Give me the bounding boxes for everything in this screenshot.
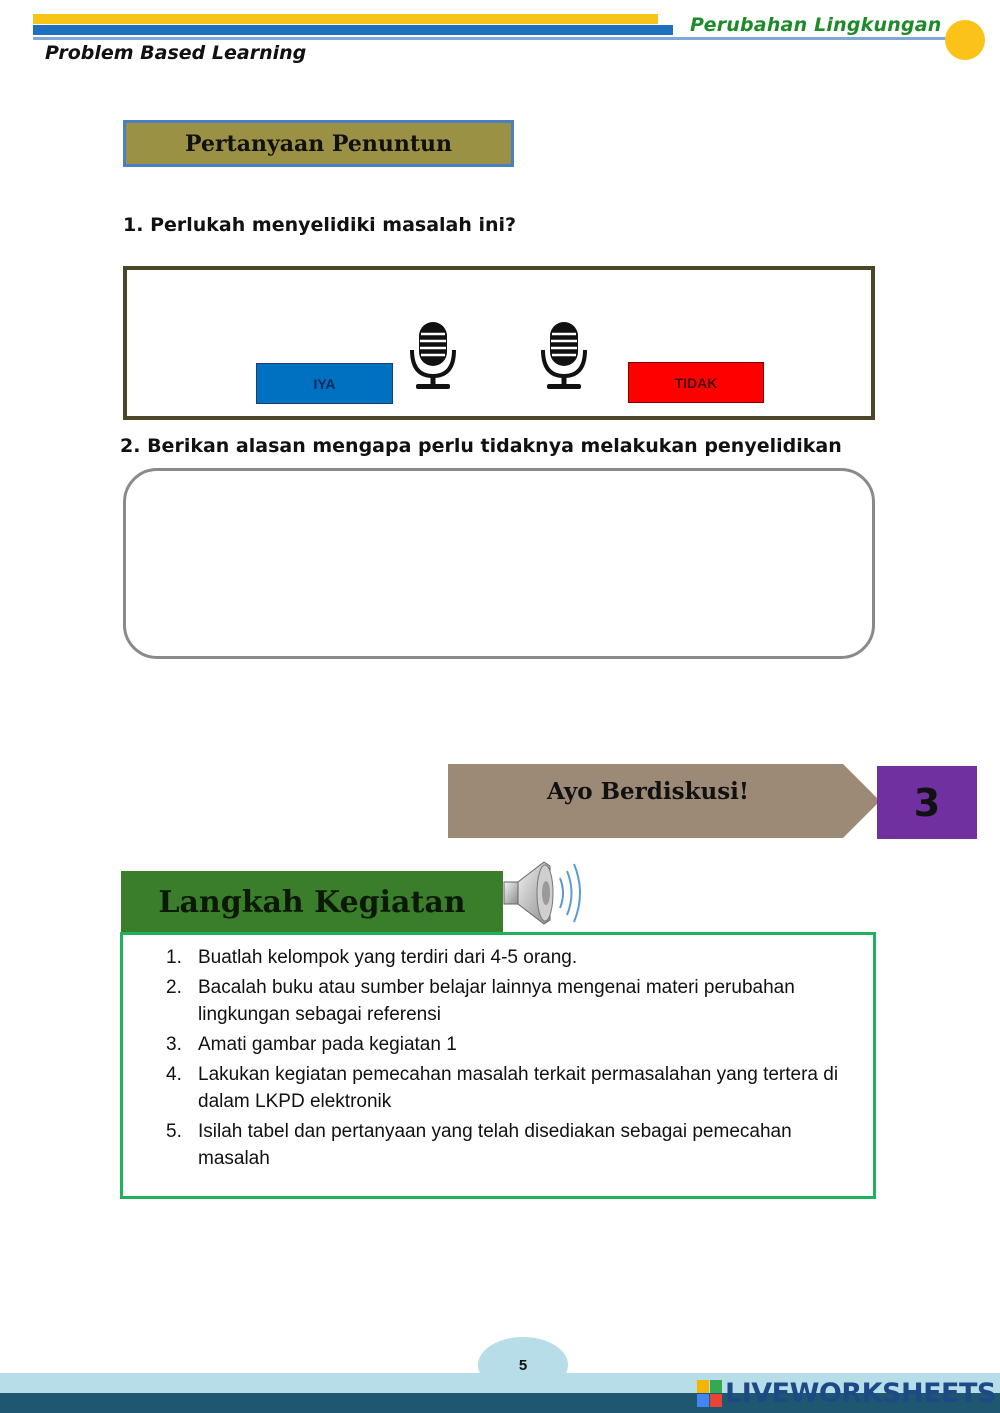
header-subtitle: Problem Based Learning (45, 42, 307, 64)
list-item: 2. Bacalah buku atau sumber belajar lainnya mengenai materi perubahan lingkungan sebagai referensi (166, 977, 795, 1025)
discussion-banner-label: Ayo Berdiskusi! (546, 777, 750, 805)
header-thin-line (33, 37, 953, 40)
guide-heading: Pertanyaan Penuntun (123, 120, 514, 167)
question-2-number: 2. (120, 435, 141, 457)
steps-list (166, 944, 856, 1175)
question-2-text: Berikan alasan mengapa perlu tidaknya melakukan penyelidikan (147, 435, 842, 457)
header-yellow-bar (33, 14, 658, 24)
header-title: Perubahan Lingkungan (690, 14, 942, 36)
list-item: 3. Amati gambar pada kegiatan 1 (166, 1034, 457, 1055)
steps-box (120, 932, 876, 1199)
question-2 (120, 435, 842, 457)
discussion-banner (448, 764, 880, 838)
page-number: 5 (518, 1357, 528, 1374)
liveworksheets-logo[interactable] (697, 1378, 997, 1410)
header-blue-bar (33, 25, 673, 35)
microphone-icon[interactable] (407, 320, 459, 392)
no-button[interactable]: TIDAK (628, 362, 764, 403)
question-1 (123, 214, 516, 236)
question-2-answer-textbox[interactable] (123, 468, 875, 659)
question-1-text: Perlukah menyelidiki masalah ini? (150, 214, 517, 236)
list-item: 5. Isilah tabel dan pertanyaan yang telah disediakan sebagai pemecahan masalah (166, 1121, 792, 1169)
speaker-icon[interactable] (500, 858, 584, 928)
microphone-icon[interactable] (538, 320, 590, 392)
list-item: 4. Lakukan kegiatan pemecahan masalah terkait permasalahan yang tertera di dalam LKPD elektronik (166, 1064, 839, 1112)
steps-heading: Langkah Kegiatan (121, 871, 503, 933)
activity-number-badge: 3 (877, 766, 977, 839)
liveworksheets-mark-icon (697, 1380, 723, 1408)
header-circle-decoration (945, 20, 985, 60)
list-item: 1. Buatlah kelompok yang terdiri dari 4-5 orang. (166, 947, 578, 968)
yes-button[interactable]: IYA (256, 363, 393, 404)
question-1-number: 1. (123, 214, 144, 236)
liveworksheets-wordmark: LIVEWORKSHEETS (725, 1378, 996, 1409)
